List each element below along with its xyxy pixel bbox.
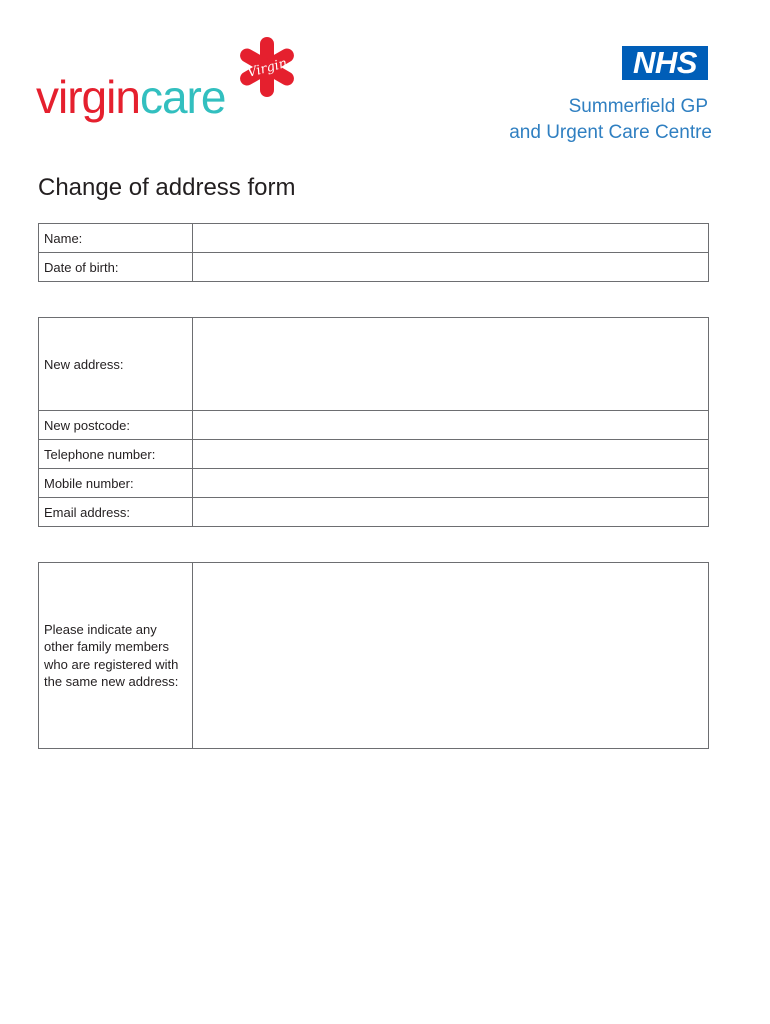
family-members-label: Please indicate any other family members who are registered with the same new address: [39, 563, 193, 749]
family-members-row [39, 563, 709, 749]
email-label: Email address: [39, 498, 193, 527]
dob-row [39, 253, 709, 282]
name-row [39, 224, 709, 253]
nhs-logo: NHS [622, 46, 708, 80]
dob-field[interactable] [193, 253, 709, 282]
virgin-star-icon [236, 36, 298, 98]
virgin-care-wordmark: virgincare [36, 71, 226, 123]
practice-name-line1: Summerfield GP [568, 96, 708, 117]
mobile-row [39, 469, 709, 498]
practice-name-line2: and Urgent Care Centre [509, 122, 712, 143]
family-members-table [38, 562, 709, 749]
email-row [39, 498, 709, 527]
name-label: Name: [39, 224, 193, 253]
new-postcode-label: New postcode: [39, 411, 193, 440]
new-postcode-field[interactable] [193, 411, 709, 440]
page-title: Change of address form [38, 174, 296, 201]
telephone-field[interactable] [193, 440, 709, 469]
new-address-row [39, 318, 709, 411]
patient-details-table [38, 223, 709, 282]
dob-label: Date of birth: [39, 253, 193, 282]
family-members-field[interactable] [193, 563, 709, 749]
virgin-care-logo [36, 36, 306, 136]
new-address-field[interactable] [193, 318, 709, 411]
email-field[interactable] [193, 498, 709, 527]
mobile-label: Mobile number: [39, 469, 193, 498]
practice-name [509, 94, 712, 146]
new-address-label: New address: [39, 318, 193, 411]
mobile-field[interactable] [193, 469, 709, 498]
virgin-badge-text: Virgin [245, 55, 289, 81]
telephone-row [39, 440, 709, 469]
telephone-label: Telephone number: [39, 440, 193, 469]
name-field[interactable] [193, 224, 709, 253]
new-postcode-row [39, 411, 709, 440]
new-address-table [38, 317, 709, 527]
